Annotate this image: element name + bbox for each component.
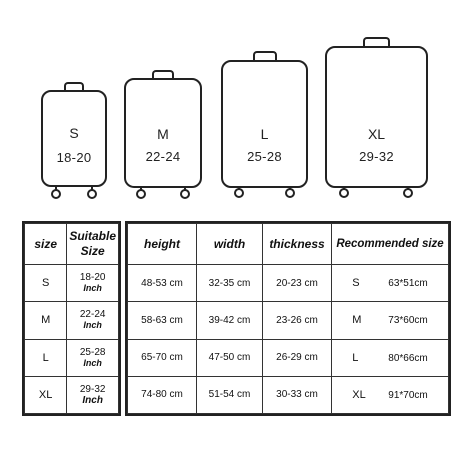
cell-thickness: 26-29 cm — [263, 339, 332, 376]
suitcase-l — [221, 60, 308, 198]
wheel-icon — [51, 189, 61, 199]
dimensions-table — [125, 221, 451, 416]
cell-width: 39-42 cm — [197, 302, 263, 339]
table-row — [128, 339, 449, 376]
table-row — [128, 302, 449, 339]
suitcase-xl — [325, 46, 428, 198]
cell-height: 48-53 cm — [128, 265, 197, 302]
cell-recommended: S 63*51cm — [332, 265, 449, 302]
suitcase-range-label: 22-24 — [145, 149, 181, 164]
suitcase-size-label: L — [260, 126, 269, 142]
wheel-icon — [180, 189, 190, 199]
cell-height: 74-80 cm — [128, 376, 197, 413]
cell-recommended: L 80*66cm — [332, 339, 449, 376]
wheel-icon — [403, 188, 413, 198]
cell-thickness: 30-33 cm — [263, 376, 332, 413]
header-width: width — [197, 224, 263, 265]
wheel-icon — [234, 188, 244, 198]
cell-width: 51-54 cm — [197, 376, 263, 413]
suitcase-size-label: S — [69, 125, 79, 141]
size-table — [22, 221, 121, 416]
table-row — [25, 265, 119, 302]
cell-height: 58-63 cm — [128, 302, 197, 339]
table-row — [128, 265, 449, 302]
suitcase-size-label: M — [157, 126, 169, 142]
wheel-icon — [136, 189, 146, 199]
suitcase-illustrations — [0, 0, 470, 215]
row-size: L — [25, 339, 67, 376]
table-row — [25, 376, 119, 413]
cell-thickness: 23-26 cm — [263, 302, 332, 339]
row-size: XL — [25, 376, 67, 413]
row-suitable: 22-24 Inch — [67, 302, 119, 339]
header-suitable-size: Suitable Size — [67, 224, 119, 265]
suitcase-size-label: XL — [367, 126, 386, 142]
table-row — [128, 376, 449, 413]
cell-width: 47-50 cm — [197, 339, 263, 376]
cell-recommended: XL 91*70cm — [332, 376, 449, 413]
row-suitable: 18-20 Inch — [67, 265, 119, 302]
suitcase-s — [41, 90, 107, 195]
wheel-icon — [87, 189, 97, 199]
cell-width: 32-35 cm — [197, 265, 263, 302]
row-size: M — [25, 302, 67, 339]
suitcase-range-label: 25-28 — [247, 149, 282, 164]
suitcase-range-label: 29-32 — [359, 149, 394, 164]
row-suitable: 25-28 Inch — [67, 339, 119, 376]
header-height: height — [128, 224, 197, 265]
row-suitable: 29-32 Inch — [67, 376, 119, 413]
suitcase-body — [221, 60, 308, 188]
header-recommended-size: Recommended size — [332, 224, 449, 265]
suitcase-range-label: 18-20 — [56, 150, 92, 165]
cell-height: 65-70 cm — [128, 339, 197, 376]
header-size: size — [25, 224, 67, 265]
table-row — [25, 339, 119, 376]
suitcase-m — [124, 78, 202, 197]
table-row — [25, 302, 119, 339]
wheel-icon — [339, 188, 349, 198]
suitcase-body — [325, 46, 428, 188]
row-size: S — [25, 265, 67, 302]
cell-recommended: M 73*60cm — [332, 302, 449, 339]
header-thickness: thickness — [263, 224, 332, 265]
cell-thickness: 20-23 cm — [263, 265, 332, 302]
wheel-icon — [285, 188, 295, 198]
